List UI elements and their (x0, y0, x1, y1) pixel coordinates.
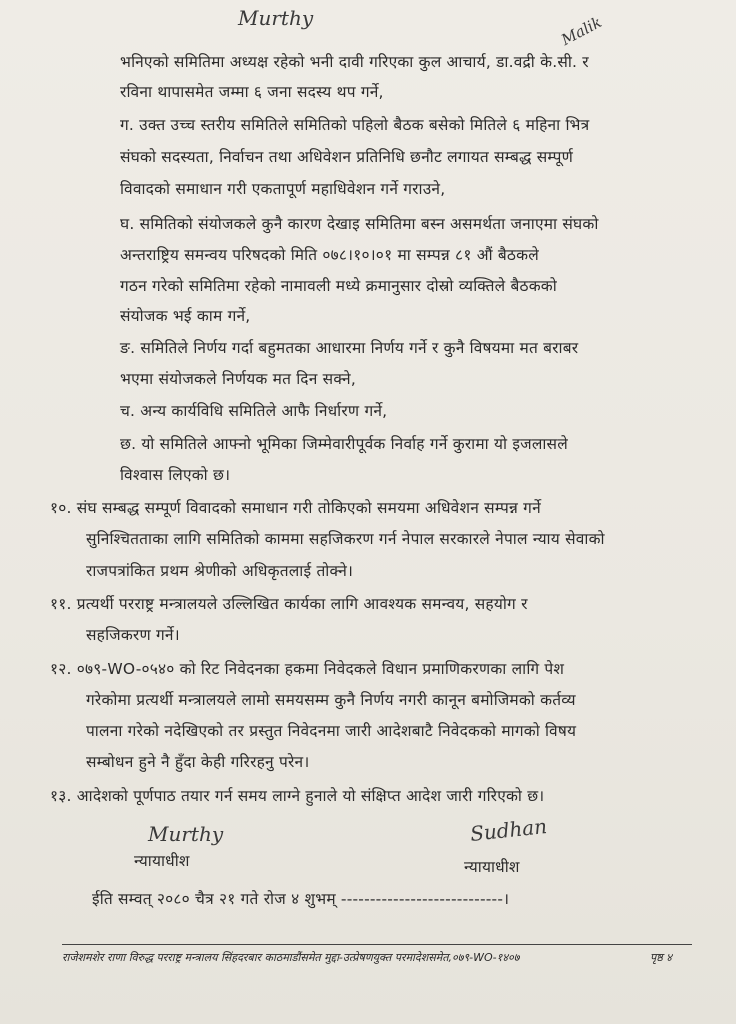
paragraph-10: १०. संघ सम्बद्ध सम्पूर्ण विवादको समाधान गरी तोकिएको समयमा अधिवेशन सम्पन्न गर्ने (50, 499, 541, 517)
top-signature: Murthy (238, 6, 314, 30)
text-line: संयोजक भई काम गर्ने, (120, 307, 251, 325)
date-line: ईति सम्वत् २०८० चैत्र २१ गते रोज ४ शुभम् ----------------------------। (92, 890, 510, 908)
text-line: राजपत्रांकित प्रथम श्रेणीको अधिकृतलाई तोक्ने। (86, 562, 354, 580)
text-line: सहजिकरण गर्ने। (86, 626, 180, 644)
clause-ng: ङ. समितिले निर्णय गर्दा बहुमतका आधारमा निर्णय गर्ने र कुनै विषयमा मत बराबर (120, 339, 579, 357)
paragraph-13: १३. आदेशको पूर्णपाठ तयार गर्न समय लाग्ने हुनाले यो संक्षिप्त आदेश जारी गरिएको छ। (50, 787, 545, 805)
paragraph-12: १२. ०७९-WO-०५४० को रिट निवेदनका हकमा निवेदकले विधान प्रमाणिकरणका लागि पेश (50, 660, 565, 678)
text-line: भएमा संयोजकले निर्णयक मत दिन सक्ने, (120, 370, 356, 388)
text-line: गरेकोमा प्रत्यर्थी मन्त्रालयले लामो समयसम्म कुनै निर्णय नगरी कानून बमोजिमको कर्तव्य (86, 691, 576, 709)
text-line: विवादको समाधान गरी एकतापूर्ण महाधिवेशन गर्ने गराउने, (120, 180, 446, 198)
footer-divider (62, 944, 692, 945)
judge-right-signature: Sudhan (468, 814, 549, 846)
text-line: सम्बोधन हुने नै हुँदा केही गरिरहनु परेन। (86, 753, 310, 771)
paragraph-11: ११. प्रत्यर्थी परराष्ट्र मन्त्रालयले उल्लिखित कार्यका लागि आवश्यक समन्वय, सहयोग र (50, 595, 528, 613)
text-line: संघको सदस्यता, निर्वाचन तथा अधिवेशन प्रतिनिधि छनौट लगायत सम्बद्ध सम्पूर्ण (120, 148, 573, 166)
text-line: अन्तराष्ट्रिय समन्वय परिषदको मिति ०७८।१०।०१ मा सम्पन्न ८१ औं बैठकले (120, 246, 539, 264)
judge-left-title: न्यायाधीश (134, 852, 190, 870)
judge-left-signature: Murthy (148, 822, 224, 846)
clause-gh: घ. समितिको संयोजकले कुनै कारण देखाइ समितिमा बस्न असमर्थता जनाएमा संघको (120, 215, 599, 233)
footer-case-reference: राजेशमशेर राणा विरुद्ध परराष्ट्र मन्त्रालय सिंहदरबार काठमाडौंसमेत मुद्दा-उत्प्रेषणयुक्त परमादेशसमेत,०७९-WO-१४०७ (62, 951, 520, 964)
judge-right-title: न्यायाधीश (464, 858, 520, 876)
top-right-signature: Malik (558, 12, 605, 50)
footer-page-number: पृष्ठ ४ (650, 951, 672, 964)
text-line: गठन गरेको समितिमा रहेको नामावली मध्ये क्रमानुसार दोस्रो व्यक्तिले बैठकको (120, 277, 557, 295)
clause-g: ग. उक्त उच्च स्तरीय समितिले समितिको पहिलो बैठक बसेको मितिले ६ महिना भित्र (120, 116, 590, 134)
text-line: विश्वास लिएको छ। (120, 466, 231, 484)
text-line: रविना थापासमेत जम्मा ६ जना सदस्य थप गर्ने, (120, 83, 384, 101)
text-line: पालना गरेको नदेखिएको तर प्रस्तुत निवेदनमा जारी आदेशबाटै निवेदकको मागको विषय (86, 722, 577, 740)
text-line: भनिएको समितिमा अध्यक्ष रहेको भनी दावी गरिएका कुल आचार्य, डा.वद्री के.सी. र (120, 53, 589, 71)
clause-ch: च. अन्य कार्यविधि समितिले आफै निर्धारण गर्ने, (120, 402, 388, 420)
clause-chh: छ. यो समितिले आफ्नो भूमिका जिम्मेवारीपूर्वक निर्वाह गर्ने कुरामा यो इजलासले (120, 435, 568, 453)
text-line: सुनिश्चितताका लागि समितिको काममा सहजिकरण गर्न नेपाल सरकारले नेपाल न्याय सेवाको (86, 530, 605, 548)
